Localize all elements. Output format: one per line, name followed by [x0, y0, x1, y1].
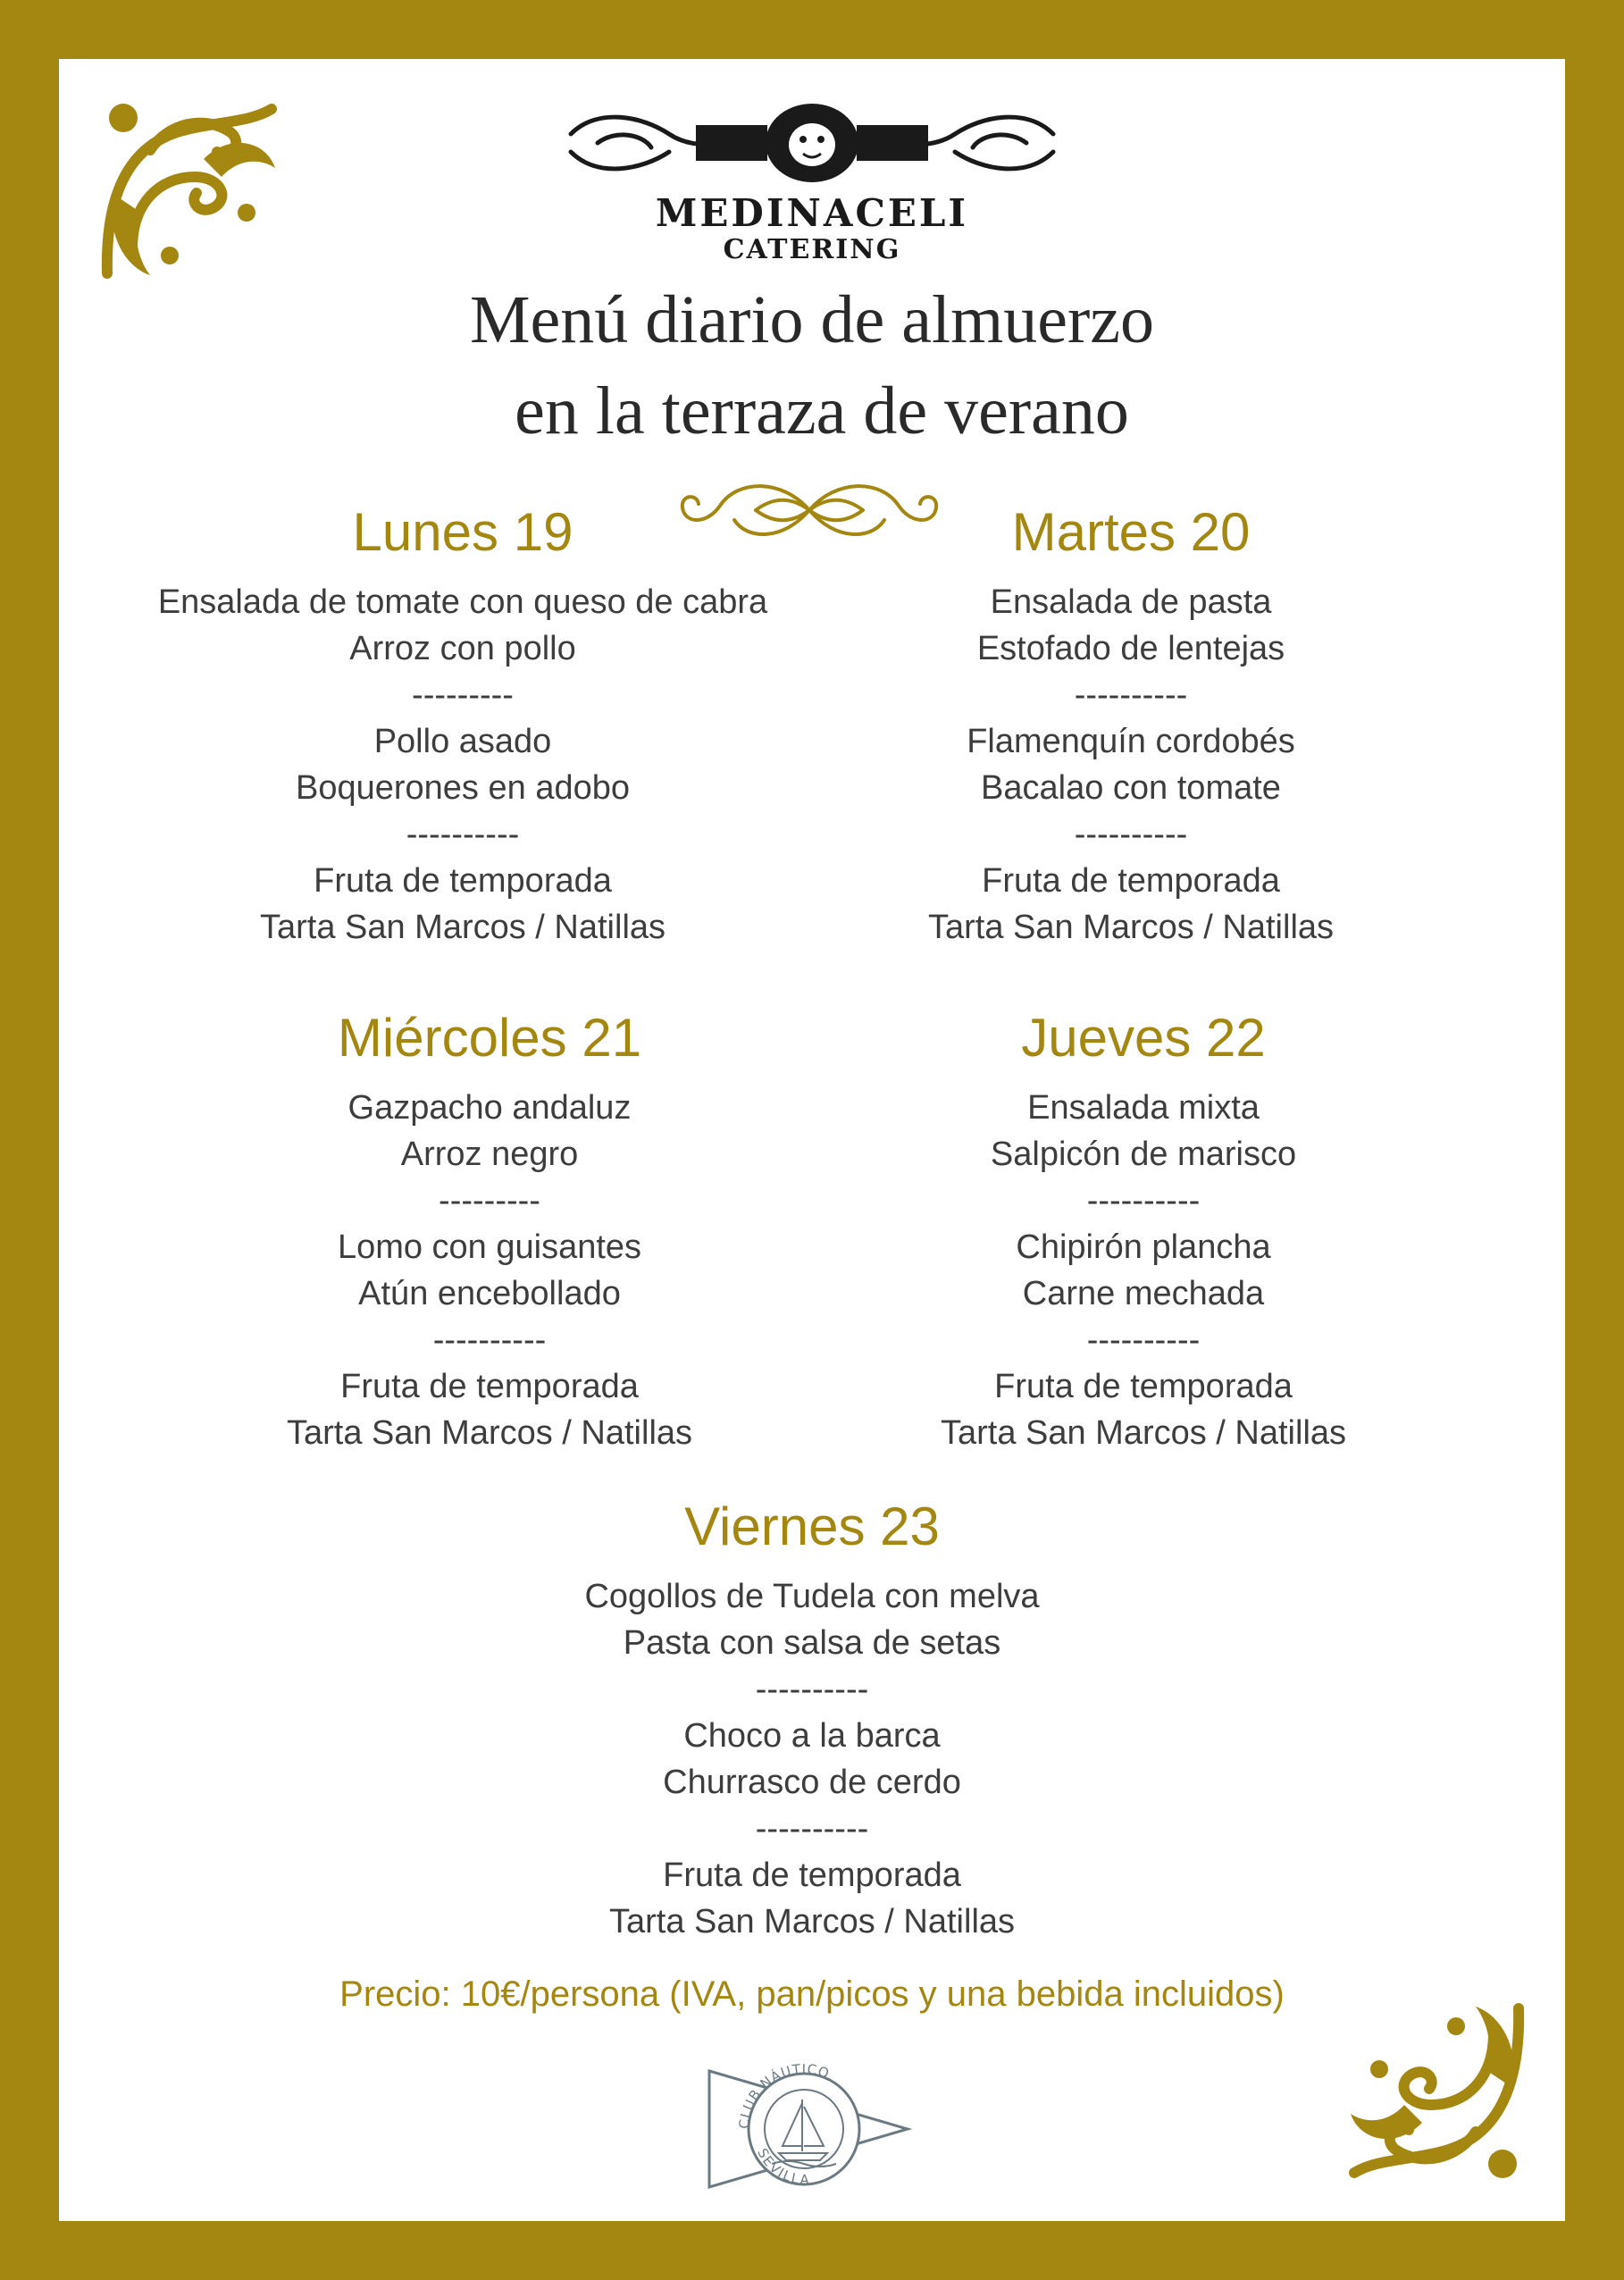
day-heading: Viernes 23 — [684, 1496, 940, 1556]
day-viernes — [473, 1493, 1151, 1945]
day-heading: Jueves 22 — [1021, 1008, 1266, 1068]
dish-list — [791, 579, 1470, 951]
day-martes — [791, 499, 1470, 951]
dish-separator: ---------- — [1086, 1321, 1201, 1359]
dish-item: Fruta de temporada — [340, 1368, 639, 1405]
club-city-text: SEVILLA — [754, 2145, 811, 2188]
day-lunes — [123, 499, 802, 951]
dish-separator: ---------- — [406, 816, 520, 853]
dish-item: Lomo con guisantes — [337, 1228, 642, 1266]
dish-item: Tarta San Marcos / Natillas — [940, 1414, 1347, 1452]
brand-name: MEDINACELI — [655, 191, 969, 235]
dish-item: Salpicón de marisco — [990, 1136, 1297, 1173]
dish-item: Arroz negro — [400, 1136, 579, 1173]
dish-item: Tarta San Marcos / Natillas — [259, 909, 666, 946]
dish-item: Bacalao con tomate — [981, 769, 1281, 807]
menu-title-line-1: Menú diario de almuerzo — [469, 282, 1155, 357]
day-heading: Miércoles 21 — [337, 1008, 642, 1068]
dish-item: Tarta San Marcos / Natillas — [927, 909, 1335, 946]
dish-item: Atún encebollado — [358, 1275, 621, 1312]
dish-item: Carne mechada — [1022, 1275, 1265, 1312]
dish-item: Fruta de temporada — [994, 1368, 1293, 1405]
dish-item: Fruta de temporada — [314, 862, 612, 900]
dish-item: Arroz con pollo — [349, 630, 576, 667]
dish-item: Estofado de lentejas — [976, 630, 1285, 667]
dish-list — [123, 579, 802, 951]
dish-item: Pasta con salsa de setas — [623, 1624, 1001, 1662]
menu-title-line-2: en la terraza de verano — [515, 373, 1129, 448]
dish-item: Tarta San Marcos / Natillas — [608, 1903, 1016, 1941]
cherub-scroll-icon — [562, 98, 1062, 188]
dish-item: Ensalada de pasta — [990, 583, 1272, 621]
dish-list — [150, 1085, 829, 1456]
dish-item: Ensalada de tomate con queso de cabra — [157, 583, 768, 621]
dish-item: Flamenquín cordobés — [967, 723, 1295, 760]
dish-separator: ---------- — [755, 1671, 869, 1708]
dish-item: Ensalada mixta — [1027, 1089, 1260, 1127]
price-note: Precio: 10€/persona (IVA, pan/picos y una bebida incluidos) — [339, 1974, 1285, 2014]
menu-page — [59, 59, 1565, 2221]
dish-item: Chipirón plancha — [1016, 1228, 1271, 1266]
dish-item: Choco a la barca — [683, 1717, 941, 1755]
day-heading: Lunes 19 — [352, 502, 573, 562]
dish-separator: ---------- — [755, 1810, 869, 1848]
brand-subtitle: CATERING — [723, 234, 901, 265]
dish-item: Boquerones en adobo — [296, 769, 630, 807]
dish-list — [473, 1573, 1151, 1945]
dish-separator: ---------- — [1074, 816, 1188, 853]
club-name-text: CLUB NÁUTICO — [735, 2060, 833, 2130]
dish-item: Gazpacho andaluz — [347, 1089, 632, 1127]
dish-item: Pollo asado — [373, 723, 552, 760]
day-miercoles — [150, 1004, 829, 1456]
dish-separator: ---------- — [1074, 676, 1188, 714]
flourish-corner-icon — [1342, 1998, 1529, 2185]
dish-item: Churrasco de cerdo — [663, 1764, 961, 1801]
day-heading: Martes 20 — [1011, 502, 1251, 562]
sailboat-pennant-icon — [702, 2053, 917, 2205]
dish-separator: --------- — [412, 676, 514, 714]
dish-item: Tarta San Marcos / Natillas — [286, 1414, 693, 1452]
day-jueves — [804, 1004, 1483, 1456]
dish-separator: ---------- — [432, 1321, 547, 1359]
dish-item: Cogollos de Tudela con melva — [584, 1578, 1040, 1615]
dish-item: Fruta de temporada — [982, 862, 1280, 900]
dish-separator: --------- — [439, 1182, 540, 1220]
dish-separator: ---------- — [1086, 1182, 1201, 1220]
dish-item: Fruta de temporada — [663, 1857, 961, 1894]
dish-list — [804, 1085, 1483, 1456]
